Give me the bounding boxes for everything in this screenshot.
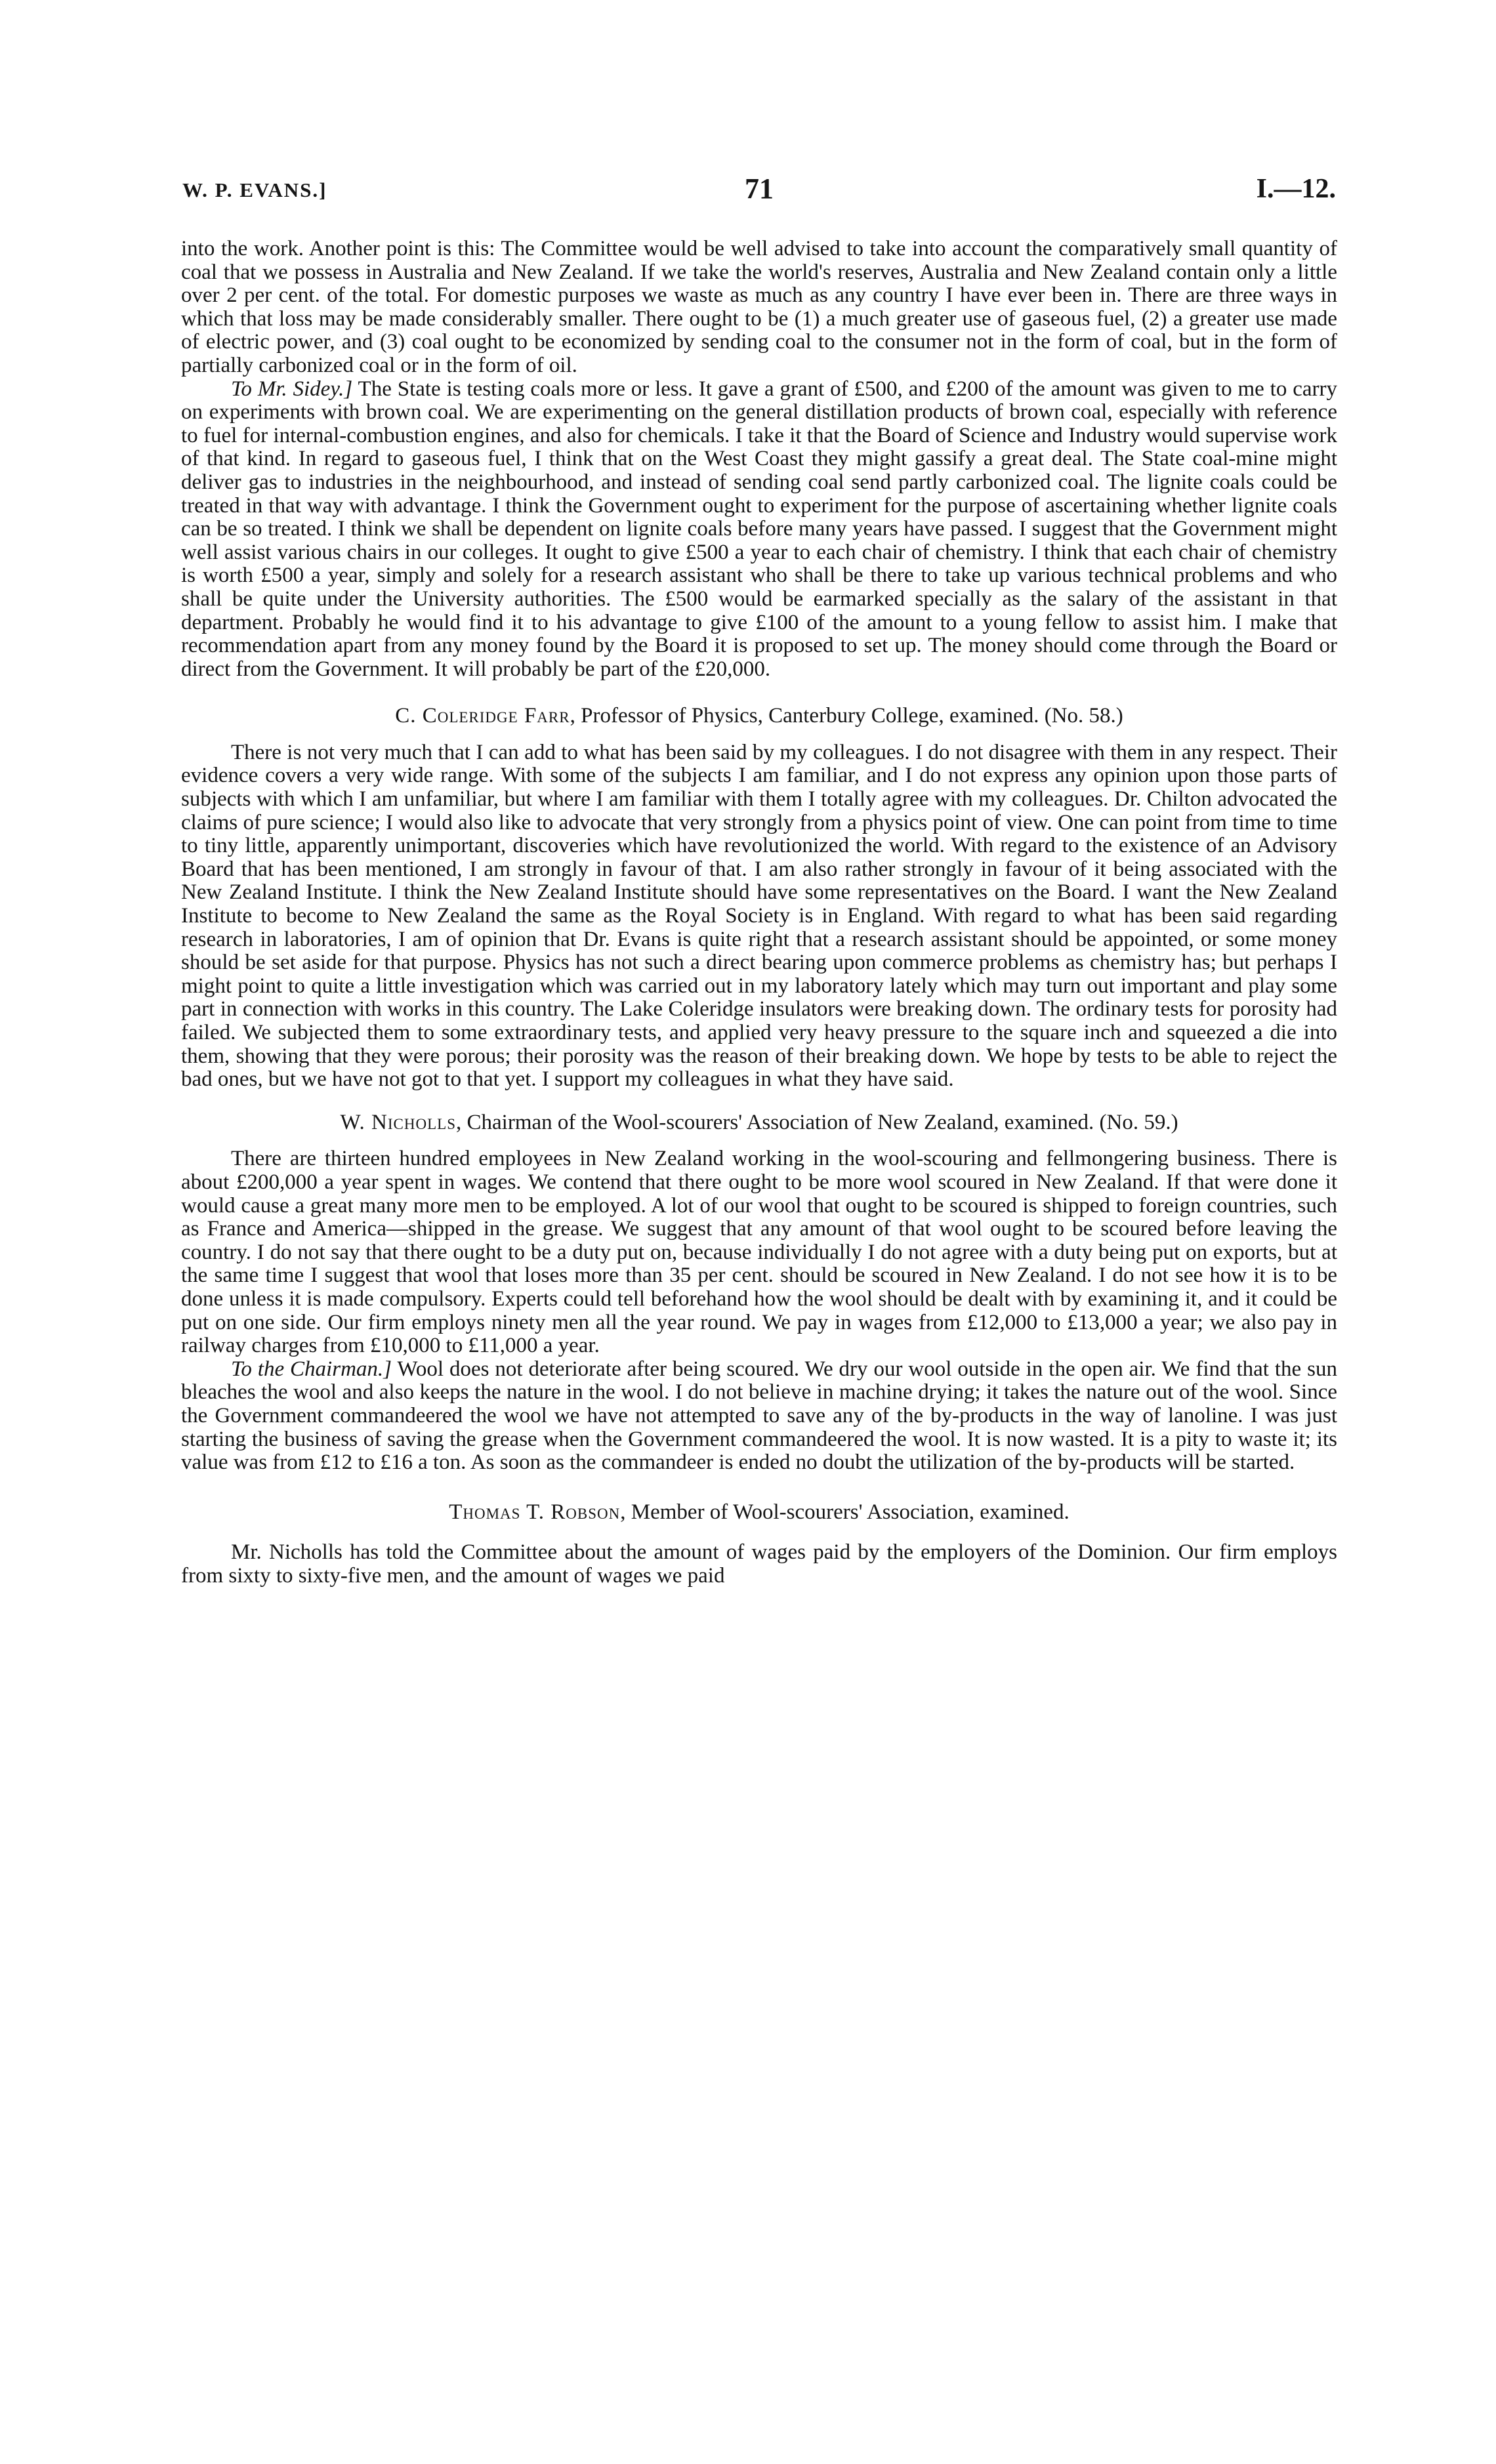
evans-paragraph-1: into the work. Another point is this: The Committee would be well advised to take into account the comparatively small quantity of coal that we possess in Australia and New Zealand. If we take the world's reserves, Australia and New Zealand contain only a little over 2 per cent. of the total. For domestic purposes we waste as much as any country I have ever been in. There are three ways in which that loss may be made considerably smaller. There ought to be (1) a much greater use of gaseous fuel, (2) a greater use made of electric power, and (3) coal ought to be economized by sending coal to the consumer not in the form of coal, but in the form of partially carbonized coal or in the form of oil. (181, 237, 1337, 377)
witness-heading-nicholls (181, 1111, 1337, 1135)
nicholls-paragraph-2-text: Wool does not deteriorate after being scoured. We dry our wool outside in the open air. We find that the sun bleaches the wool and also keeps the nature in the wool. I do not believe in machine drying; it takes the nature out of the wool. Since the Government commandeered the wool we have not attempted to save any of the by-products in the way of lanoline. I was just starting the business of saving the grease when the Government commandeered the wool. It is now wasted. It is a pity to waste it; its value was from £12 to £16 a ton. As soon as the commandeer is ended no doubt the utilization of the by-products will be started. (181, 1357, 1337, 1475)
witness-heading-farr (181, 705, 1337, 728)
witness-name-robson: Thomas T. Robson (449, 1500, 621, 1524)
evans-paragraph-2-lead: To Mr. Sidey.] (231, 377, 353, 401)
nicholls-paragraph-2 (181, 1358, 1337, 1475)
evans-paragraph-2 (181, 378, 1337, 682)
farr-paragraph-1: There is not very much that I can add to what has been said by my colleagues. I do not disagree with them in any respect. Their evidence covers a very wide range. With some of the subjects I am familiar, and I do not express any opinion upon those parts of subjects with which I am unfamiliar, but where I am familiar with them I totally agree with my colleagues. Dr. Chilton advocated the claims of pure science; I would also like to advocate that very strongly from a physics point of view. One can point from time to time to tiny little, apparently unimportant, discoveries which have revolutionized the world. With regard to the existence of an Advisory Board that has been mentioned, I am strongly in favour of that. I am also rather strongly in favour of it being associated with the New Zealand Institute. I think the New Zealand Institute should have some representatives on the Board. I want the New Zealand Institute to become to New Zealand the same as the Royal Society is in England. With regard to what has been said regarding research in laboratories, I am of opinion that Dr. Evans is quite right that a research assistant should be appointed, or some money should be set aside for that purpose. Physics has not such a direct bearing upon commerce problems as chemistry has; but perhaps I might point to quite a little investigation which was carried out in my laboratory lately which may turn out important and play some part in connection with works in this country. The Lake Coleridge insulators were breaking down. The ordinary tests for porosity had failed. We subjected them to some extraordinary tests, and applied very heavy pressure to the square inch and squeezed a die into them, showing that they were porous; their porosity was the reason of their breaking down. We hope by tests to be able to reject the bad ones, but we have not got to that yet. I support my colleagues in what they have said. (181, 740, 1337, 1092)
witness-name-farr: C. Coleridge Farr (395, 704, 570, 728)
witness-title-nicholls: , Chairman of the Wool-scourers' Association of New Zealand, examined. (No. 59.) (456, 1110, 1178, 1134)
witness-heading-robson (181, 1501, 1337, 1525)
witness-title-robson: , Member of Wool-scourers' Association, examined. (620, 1500, 1070, 1524)
evans-paragraph-2-text: The State is testing coals more or less. It gave a grant of £500, and £200 of the amount was given to me to carry on experiments with brown coal. We are experimenting on the general distillation products of brown coal, especially with reference to fuel for internal-combustion engines, and also for chemicals. I take it that the Board of Science and Industry would supervise work of that kind. In regard to gaseous fuel, I think that on the West Coast they might gassify a great deal. The State coal-mine might deliver gas to industries in the neighbourhood, and instead of sending coal send partly carbonized coal. The lignite coals could be treated in that way with advantage. I think the Government ought to experiment for the purpose of ascertaining whether lignite coals can be so treated. I think we shall be dependent on lignite coals before many years have passed. I suggest that the Government might well assist various chairs in our colleges. It ought to give £500 a year to each chair of chemistry. I think that each chair of chemistry is worth £500 a year, simply and solely for a research assistant who shall be there to take up various technical problems and who shall be quite under the University authorities. The £500 would be earmarked specially as the salary of the assistant in that department. Probably he would find it to his advantage to give £100 of the amount to a young fellow to assist him. I make that recommendation apart from any money found by the Board it is proposed to set up. The money should come through the Board or direct from the Government. It will probably be part of the £20,000. (181, 377, 1337, 681)
header-witness-name: W. P. EVANS.] (182, 178, 327, 201)
running-head (182, 172, 1336, 211)
nicholls-paragraph-2-lead: To the Chairman.] (231, 1357, 392, 1381)
page-number: 71 (745, 173, 774, 205)
document-reference: I.—12. (1256, 174, 1336, 204)
body-text (181, 237, 1337, 1588)
nicholls-paragraph-1: There are thirteen hundred employees in New Zealand working in the wool-scouring and fellmongering business. There is about £200,000 a year spent in wages. We contend that there ought to be more wool scoured in New Zealand. If that were done it would cause a great many more men to be employed. A lot of our wool that ought to be scoured is shipped to foreign countries, such as France and America—shipped in the grease. We suggest that any amount of that wool ought to be scoured before leaving the country. I do not say that there ought to be a duty put on, because individually I do not agree with a duty being put on exports, but at the same time I suggest that wool that loses more than 35 per cent. should be scoured in New Zealand. I do not see how it is to be done unless it is made compulsory. Experts could tell beforehand how the wool should be dealt with by examining it, and it could be put on one side. Our firm employs ninety men all the year round. We pay in wages from £12,000 to £13,000 a year; we also pay in railway charges from £10,000 to £11,000 a year. (181, 1147, 1337, 1358)
witness-title-farr: , Professor of Physics, Canterbury College, examined. (No. 58.) (570, 704, 1123, 728)
robson-paragraph-1: Mr. Nicholls has told the Committee about the amount of wages paid by the employers of the Dominion. Our firm employs from sixty to sixty-five men, and the amount of wages we paid (181, 1540, 1337, 1588)
witness-name-nicholls: W. Nicholls (340, 1110, 456, 1134)
